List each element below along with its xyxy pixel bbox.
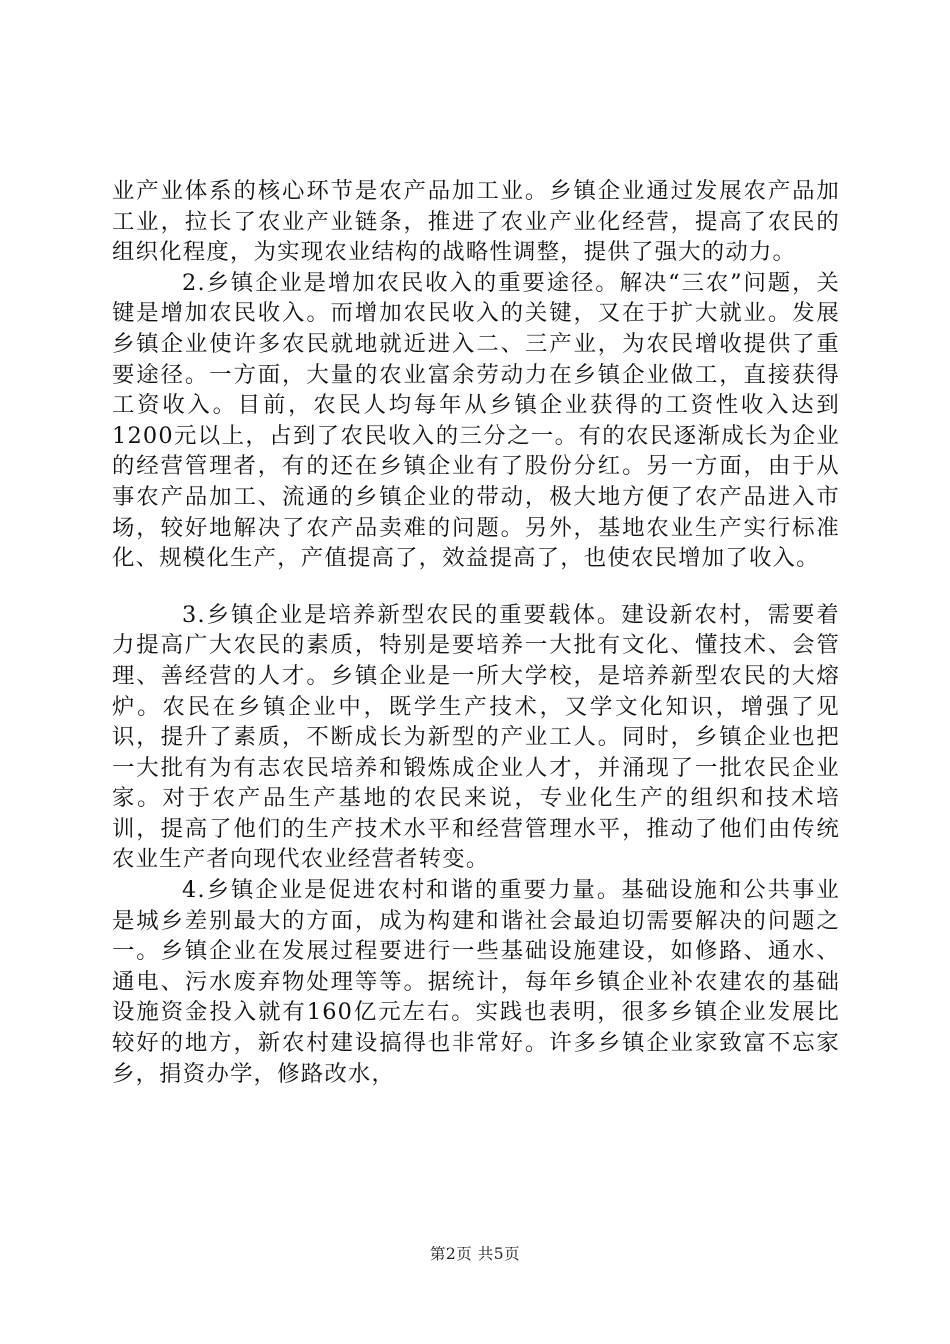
page-footer: 第2页 共5页 [429,1245,521,1263]
document-body [112,176,840,1089]
paragraph-4: 4.乡镇企业是促进农村和谐的重要力量。基础设施和公共事业是城乡差别最大的方面，成为构建和谐社会最迫切需要解决的问题之一。乡镇企业在发展过程要进行一些基础设施建设，如修路、通水、通电、污水废弃物处理等等。据统计，每年乡镇企业补农建农的基础设施资金投入就有160亿元左右。实践也表明，很多乡镇企业发展比较好的地方，新农村建设搞得也非常好。许多乡镇企业家致富不忘家乡，捐资办学，修路改水， [112,877,840,1087]
paragraph-2: 2.乡镇企业是增加农民收入的重要途径。解决“三农”问题，关键是增加农民收入。而增加农民收入的关键，又在于扩大就业。发展乡镇企业使许多农民就地就近进入二、三产业，为农民增收提供了重要途径。一方面，大量的农业富余劳动力在乡镇企业做工，直接获得工资收入。目前，农民人均每年从乡镇企业获得的工资性收入达到1200元以上，占到了农民收入的三分之一。有的农民逐渐成长为企业的经营管理者，有的还在乡镇企业有了股份分红。另一方面，由于从事农产品加工、流通的乡镇企业的带动，极大地方便了农产品进入市场，较好地解决了农产品卖难的问题。另外，基地农业生产实行标准化、规模化生产，产值提高了，效益提高了，也使农民增加了收入。 [112,269,840,572]
paragraph-1: 业产业体系的核心环节是农产品加工业。乡镇企业通过发展农产品加工业，拉长了农业产业链条，推进了农业产业化经营，提高了农民的组织化程度，为实现农业结构的战略性调整，提供了强大的动力。 [112,178,840,266]
paragraph-3: 3.乡镇企业是培养新型农民的重要载体。建设新农村，需要着力提高广大农民的素质，特别是要培养一大批有文化、懂技术、会管理、善经营的人才。乡镇企业是一所大学校，是培养新型农民的大熔炉。农民在乡镇企业中，既学生产技术，又学文化知识，增强了见识，提升了素质，不断成长为新型的产业工人。同时，乡镇企业也把一大批有为有志农民培养和锻炼成企业人才，并涌现了一批农民企业家。对于农产品生产基地的农民来说，专业化生产的组织和技术培训，提高了他们的生产技术水平和经营管理水平，推动了他们由传统农业生产者向现代农业经营者转变。 [112,601,840,873]
